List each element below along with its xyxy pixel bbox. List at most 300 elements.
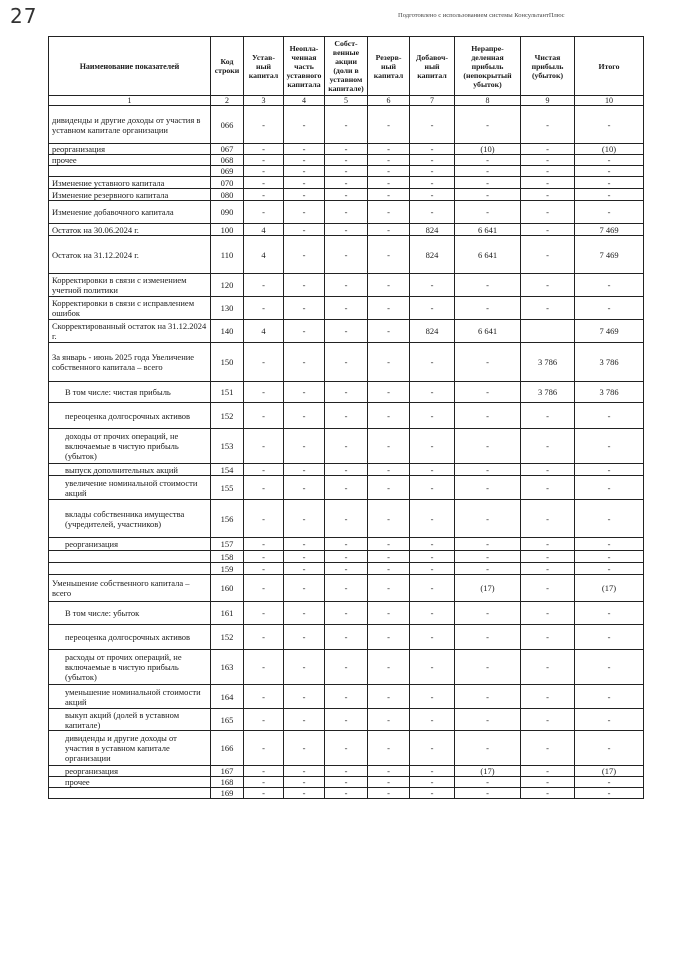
row-code: 157 [211, 538, 244, 551]
cell-value: 824 [410, 320, 455, 343]
cell-value: 824 [410, 236, 455, 274]
cell-value: - [410, 625, 455, 650]
cell-value: - [455, 563, 521, 575]
row-code: 154 [211, 464, 244, 476]
column-header: Наименование показателей [49, 37, 211, 96]
column-header: Итого [575, 37, 644, 96]
cell-value: - [410, 297, 455, 320]
table-row [49, 575, 644, 602]
column-header: Добавоч-ный капитал [410, 37, 455, 96]
page-number: 27 [10, 4, 38, 28]
cell-value: 824 [410, 224, 455, 236]
row-code: 164 [211, 685, 244, 709]
cell-value: - [410, 177, 455, 189]
cell-value: - [368, 476, 410, 500]
cell-value: - [244, 709, 284, 731]
cell-value: - [521, 551, 575, 563]
cell-value: - [244, 563, 284, 575]
cell-value: - [410, 106, 455, 144]
row-code: 163 [211, 650, 244, 685]
cell-value: - [455, 500, 521, 538]
cell-value: - [521, 144, 575, 155]
cell-value: - [325, 189, 368, 201]
cell-value: - [575, 788, 644, 799]
row-code: 090 [211, 201, 244, 224]
column-number: 2 [211, 96, 244, 106]
table-row [49, 538, 644, 551]
cell-value: - [284, 177, 325, 189]
indicator-name: Изменение добавочного капитала [49, 201, 211, 224]
cell-value: - [325, 343, 368, 382]
cell-value: - [455, 429, 521, 464]
cell-value: - [455, 297, 521, 320]
cell-value: - [368, 731, 410, 766]
cell-value: - [575, 602, 644, 625]
cell-value: - [368, 236, 410, 274]
row-code: 110 [211, 236, 244, 274]
cell-value: - [410, 403, 455, 429]
cell-value: - [410, 144, 455, 155]
cell-value: - [244, 602, 284, 625]
column-number: 1 [49, 96, 211, 106]
cell-value: - [455, 731, 521, 766]
table-row [49, 429, 644, 464]
cell-value: - [410, 429, 455, 464]
table-row [49, 563, 644, 575]
cell-value: (10) [455, 144, 521, 155]
cell-value: - [521, 766, 575, 777]
cell-value: - [284, 155, 325, 166]
header-row [49, 37, 644, 96]
row-code: 140 [211, 320, 244, 343]
cell-value: - [284, 538, 325, 551]
cell-value: - [325, 106, 368, 144]
cell-value: - [368, 189, 410, 201]
table-row [49, 320, 644, 343]
cell-value: - [325, 403, 368, 429]
cell-value: - [284, 224, 325, 236]
cell-value: - [244, 777, 284, 788]
cell-value: - [575, 563, 644, 575]
column-header: Чистая прибыль (убыток) [521, 37, 575, 96]
cell-value: - [410, 563, 455, 575]
cell-value: - [521, 563, 575, 575]
row-code: 152 [211, 625, 244, 650]
indicator-name: вклады собственника имущества (учредителей, участников) [49, 500, 211, 538]
cell-value: - [284, 274, 325, 297]
table-row [49, 766, 644, 777]
indicator-name: реорганизация [49, 538, 211, 551]
cell-value: - [325, 166, 368, 177]
indicator-name [49, 166, 211, 177]
indicator-name: За январь - июнь 2025 года Увеличение собственного капитала – всего [49, 343, 211, 382]
cell-value: - [455, 709, 521, 731]
table-row [49, 625, 644, 650]
cell-value: - [575, 650, 644, 685]
cell-value: - [575, 464, 644, 476]
indicator-name: Корректировки в связи с исправлением ошибок [49, 297, 211, 320]
table-row [49, 650, 644, 685]
cell-value: - [455, 177, 521, 189]
indicator-name: прочее [49, 155, 211, 166]
cell-value: - [284, 429, 325, 464]
indicator-name: дивиденды и другие доходы от участия в уставном капитале организации [49, 731, 211, 766]
cell-value: - [244, 343, 284, 382]
cell-value: - [455, 201, 521, 224]
cell-value: - [244, 155, 284, 166]
cell-value: - [325, 476, 368, 500]
table-row [49, 106, 644, 144]
cell-value: - [521, 650, 575, 685]
cell-value: - [368, 464, 410, 476]
cell-value: - [325, 563, 368, 575]
row-code: 152 [211, 403, 244, 429]
cell-value: - [521, 500, 575, 538]
cell-value: - [455, 382, 521, 403]
cell-value: - [284, 602, 325, 625]
cell-value: - [521, 155, 575, 166]
row-code: 165 [211, 709, 244, 731]
row-code: 150 [211, 343, 244, 382]
cell-value: - [575, 709, 644, 731]
cell-value: - [368, 538, 410, 551]
row-code: 068 [211, 155, 244, 166]
cell-value: - [521, 236, 575, 274]
column-number: 4 [284, 96, 325, 106]
indicator-name: прочее [49, 777, 211, 788]
cell-value: 4 [244, 320, 284, 343]
cell-value: - [284, 563, 325, 575]
cell-value: - [244, 106, 284, 144]
indicator-name: реорганизация [49, 766, 211, 777]
indicator-name [49, 788, 211, 799]
cell-value: - [284, 382, 325, 403]
column-header: Собст-венные акции (доли в уставном капитале) [325, 37, 368, 96]
row-code: 100 [211, 224, 244, 236]
cell-value: - [368, 709, 410, 731]
cell-value: - [368, 403, 410, 429]
cell-value: - [244, 464, 284, 476]
cell-value: - [410, 476, 455, 500]
cell-value: - [244, 650, 284, 685]
row-code: 159 [211, 563, 244, 575]
cell-value: - [284, 777, 325, 788]
cell-value: - [455, 106, 521, 144]
cell-value: - [575, 403, 644, 429]
cell-value: - [410, 343, 455, 382]
cell-value: - [244, 575, 284, 602]
cell-value: - [284, 403, 325, 429]
table-row [49, 709, 644, 731]
cell-value: - [284, 201, 325, 224]
indicator-name: Остаток на 30.06.2024 г. [49, 224, 211, 236]
cell-value: - [575, 685, 644, 709]
table-row [49, 731, 644, 766]
cell-value: - [325, 602, 368, 625]
indicator-name: Изменение резервного капитала [49, 189, 211, 201]
cell-value: - [284, 709, 325, 731]
cell-value: - [325, 177, 368, 189]
cell-value: - [410, 788, 455, 799]
column-number: 3 [244, 96, 284, 106]
cell-value: 3 786 [521, 343, 575, 382]
cell-value: - [521, 429, 575, 464]
cell-value: - [455, 788, 521, 799]
row-code: 166 [211, 731, 244, 766]
cell-value: - [325, 500, 368, 538]
column-number: 10 [575, 96, 644, 106]
indicator-name: увеличение номинальной стоимости акций [49, 476, 211, 500]
cell-value: (17) [575, 766, 644, 777]
cell-value: - [325, 382, 368, 403]
column-number: 7 [410, 96, 455, 106]
cell-value: - [410, 602, 455, 625]
indicator-name [49, 563, 211, 575]
indicator-name: Изменение уставного капитала [49, 177, 211, 189]
cell-value: - [521, 476, 575, 500]
cell-value: - [284, 236, 325, 274]
row-code: 153 [211, 429, 244, 464]
cell-value: - [244, 551, 284, 563]
cell-value: - [575, 189, 644, 201]
cell-value: - [521, 464, 575, 476]
column-header: Код строки [211, 37, 244, 96]
cell-value: - [521, 777, 575, 788]
cell-value: - [410, 464, 455, 476]
cell-value: - [521, 189, 575, 201]
cell-value: - [325, 685, 368, 709]
table-row [49, 236, 644, 274]
cell-value: - [368, 766, 410, 777]
cell-value: - [575, 201, 644, 224]
cell-value: - [521, 177, 575, 189]
cell-value: - [575, 500, 644, 538]
cell-value: - [284, 343, 325, 382]
cell-value: 4 [244, 236, 284, 274]
table-row [49, 382, 644, 403]
cell-value: - [325, 650, 368, 685]
table-row [49, 155, 644, 166]
table-row [49, 500, 644, 538]
cell-value: - [410, 731, 455, 766]
table-row [49, 777, 644, 788]
column-number-row [49, 96, 644, 106]
cell-value: - [325, 464, 368, 476]
cell-value: - [368, 563, 410, 575]
cell-value: - [284, 320, 325, 343]
cell-value: - [455, 476, 521, 500]
table-row [49, 464, 644, 476]
cell-value: - [325, 236, 368, 274]
cell-value: - [521, 538, 575, 551]
table-row [49, 274, 644, 297]
cell-value: - [410, 201, 455, 224]
row-code: 069 [211, 166, 244, 177]
cell-value: - [455, 189, 521, 201]
indicator-name: доходы от прочих операций, не включаемые в чистую прибыль (убыток) [49, 429, 211, 464]
cell-value: 6 641 [455, 224, 521, 236]
cell-value: 3 786 [575, 343, 644, 382]
cell-value: - [244, 144, 284, 155]
cell-value: - [368, 343, 410, 382]
cell-value: - [325, 224, 368, 236]
table-row [49, 685, 644, 709]
cell-value: - [575, 625, 644, 650]
cell-value: - [410, 650, 455, 685]
cell-value: 3 786 [521, 382, 575, 403]
cell-value: - [521, 685, 575, 709]
cell-value: - [284, 166, 325, 177]
cell-value: 7 469 [575, 224, 644, 236]
cell-value [521, 320, 575, 343]
cell-value: - [575, 731, 644, 766]
cell-value: - [368, 155, 410, 166]
cell-value: - [325, 201, 368, 224]
row-code: 070 [211, 177, 244, 189]
cell-value: - [410, 777, 455, 788]
cell-value: - [284, 144, 325, 155]
cell-value: - [455, 274, 521, 297]
cell-value: - [368, 144, 410, 155]
indicator-name: выпуск дополнительных акций [49, 464, 211, 476]
indicator-name: переоценка долгосрочных активов [49, 625, 211, 650]
cell-value: - [325, 625, 368, 650]
cell-value: - [410, 766, 455, 777]
cell-value: - [244, 538, 284, 551]
column-number: 6 [368, 96, 410, 106]
row-code: 066 [211, 106, 244, 144]
cell-value: - [368, 177, 410, 189]
cell-value: - [244, 166, 284, 177]
cell-value: - [284, 297, 325, 320]
table-row [49, 403, 644, 429]
cell-value: - [244, 382, 284, 403]
cell-value: - [244, 429, 284, 464]
indicator-name: В том числе: чистая прибыль [49, 382, 211, 403]
indicator-name [49, 551, 211, 563]
row-code: 169 [211, 788, 244, 799]
table-row [49, 177, 644, 189]
cell-value: - [284, 106, 325, 144]
cell-value: (17) [575, 575, 644, 602]
cell-value: - [575, 777, 644, 788]
cell-value: - [368, 297, 410, 320]
cell-value: - [521, 274, 575, 297]
cell-value: - [410, 500, 455, 538]
indicator-name: В том числе: убыток [49, 602, 211, 625]
cell-value: - [410, 709, 455, 731]
row-code: 155 [211, 476, 244, 500]
cell-value: - [284, 685, 325, 709]
column-header: Устав-ный капитал [244, 37, 284, 96]
cell-value: - [368, 650, 410, 685]
cell-value: - [368, 382, 410, 403]
cell-value: - [575, 155, 644, 166]
cell-value: - [244, 766, 284, 777]
cell-value: - [455, 685, 521, 709]
indicator-name: Корректировки в связи с изменением учетной политики [49, 274, 211, 297]
cell-value: - [325, 731, 368, 766]
cell-value: - [325, 429, 368, 464]
cell-value: - [244, 788, 284, 799]
cell-value: - [575, 166, 644, 177]
row-code: 158 [211, 551, 244, 563]
cell-value: - [455, 551, 521, 563]
table-row [49, 788, 644, 799]
column-number: 9 [521, 96, 575, 106]
row-code: 167 [211, 766, 244, 777]
cell-value: - [244, 274, 284, 297]
indicator-name: Скорректированный остаток на 31.12.2024 г. [49, 320, 211, 343]
cell-value: - [368, 201, 410, 224]
cell-value: - [410, 189, 455, 201]
cell-value: - [325, 551, 368, 563]
cell-value: (10) [575, 144, 644, 155]
cell-value: - [368, 166, 410, 177]
cell-value: - [244, 500, 284, 538]
indicator-name: уменьшение номинальной стоимости акций [49, 685, 211, 709]
indicator-name: дивиденды и другие доходы от участия в уставном капитале организации [49, 106, 211, 144]
column-number: 5 [325, 96, 368, 106]
cell-value: - [244, 403, 284, 429]
indicator-name: Уменьшение собственного капитала – всего [49, 575, 211, 602]
cell-value: - [368, 551, 410, 563]
cell-value: - [455, 155, 521, 166]
cell-value: - [575, 429, 644, 464]
table-row [49, 343, 644, 382]
indicator-name: выкуп акций (долей в уставном капитале) [49, 709, 211, 731]
cell-value: - [368, 274, 410, 297]
row-code: 080 [211, 189, 244, 201]
cell-value: 6 641 [455, 320, 521, 343]
table-row [49, 224, 644, 236]
cell-value: - [325, 274, 368, 297]
table-row [49, 602, 644, 625]
cell-value: - [284, 625, 325, 650]
cell-value: - [575, 106, 644, 144]
cell-value: - [284, 788, 325, 799]
cell-value: - [325, 766, 368, 777]
cell-value: - [368, 320, 410, 343]
cell-value: - [521, 106, 575, 144]
cell-value: - [325, 788, 368, 799]
cell-value: - [521, 166, 575, 177]
cell-value: - [455, 538, 521, 551]
cell-value: - [521, 625, 575, 650]
table-row [49, 297, 644, 320]
indicator-name: переоценка долгосрочных активов [49, 403, 211, 429]
row-code: 161 [211, 602, 244, 625]
cell-value: - [244, 201, 284, 224]
cell-value: - [521, 709, 575, 731]
cell-value: - [368, 500, 410, 538]
cell-value: - [325, 320, 368, 343]
cell-value: - [410, 575, 455, 602]
table-row [49, 476, 644, 500]
cell-value: - [410, 685, 455, 709]
cell-value: - [244, 177, 284, 189]
cell-value: - [521, 403, 575, 429]
cell-value: - [455, 403, 521, 429]
cell-value: - [410, 166, 455, 177]
cell-value: - [575, 551, 644, 563]
cell-value: - [521, 224, 575, 236]
cell-value: - [575, 297, 644, 320]
cell-value: - [368, 224, 410, 236]
cell-value: - [325, 297, 368, 320]
cell-value: 4 [244, 224, 284, 236]
cell-value: - [284, 731, 325, 766]
